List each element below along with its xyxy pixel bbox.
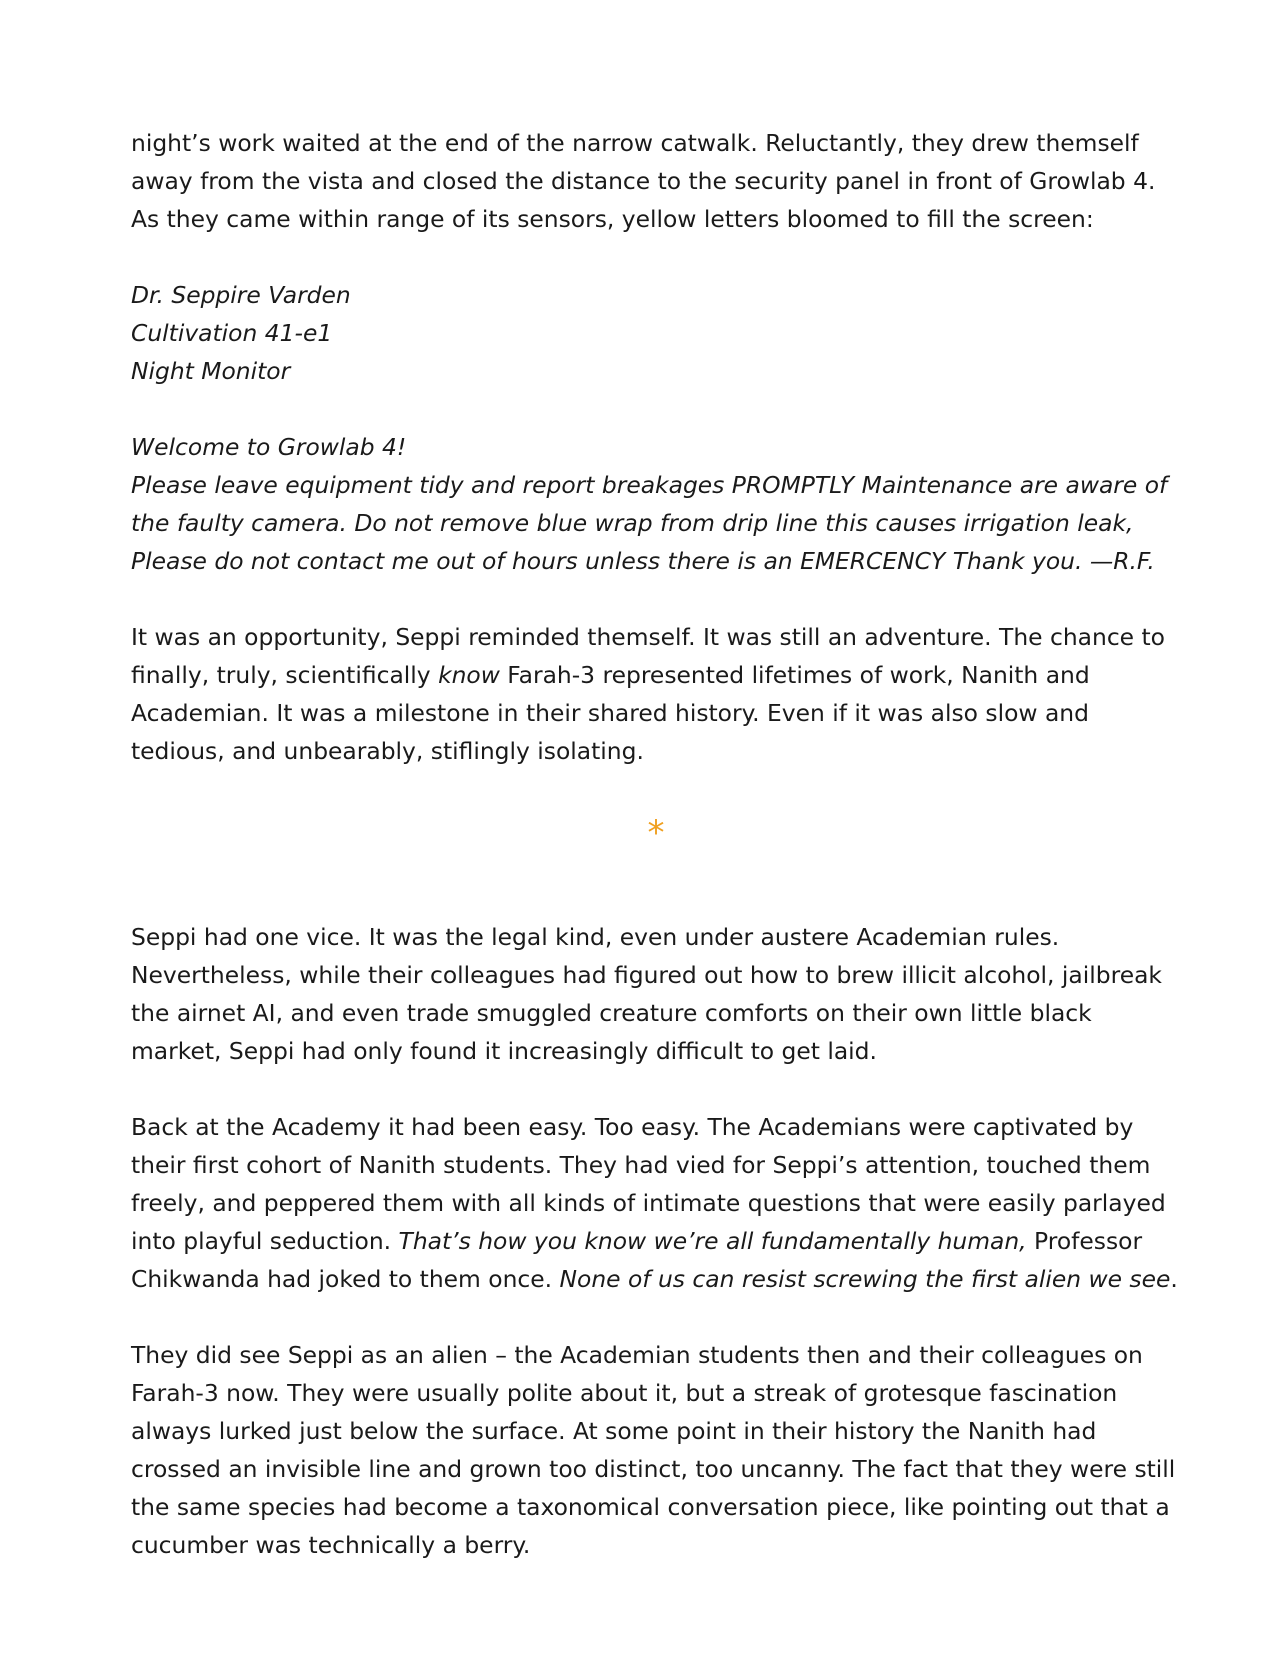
vice-paragraph: [131, 918, 1181, 1070]
academy-quote2: None of us can resist screwing the first alien we see: [559, 1265, 1171, 1293]
screen-header-role: Night Monitor: [131, 357, 291, 385]
academy-paragraph: [131, 1108, 1181, 1298]
section-separator: *: [647, 813, 665, 853]
screen-notice: Please leave equipment tidy and report breakages PROMPTLY Maintenance are aware of the faulty camera. Do not remove blue wrap from drip line this causes irrigation leak, Please do not contact me out of hours unless there is an EMERCENCY Thank you. —R.F.: [131, 471, 1168, 575]
vice-text: Seppi had one vice. It was the legal kind, even under austere Academian rules. Nevertheless, while their colleagues had figured out how to brew illicit alcohol, jailbreak the airnet AI, and even trade smuggled creature comforts on their own little black market, Seppi had only found it increasingly difficult to get laid.: [131, 923, 1162, 1065]
academy-text-part3: .: [1170, 1265, 1178, 1293]
academy-text-part1: Back at the Academy it had been easy. Too easy. The Academians were captivated by their first cohort of Nanith students. They had vied for Seppi’s attention, touched them freely, and peppered them with all kinds of intimate questions that were easily parlayed into playful seduction.: [131, 1113, 1166, 1255]
opening-paragraph: [131, 124, 1181, 238]
screen-header-cultivation: Cultivation 41-e1: [131, 319, 333, 347]
screen-header: [131, 276, 1181, 390]
academy-quote1: That’s how you know we’re all fundamentally human,: [398, 1227, 1027, 1255]
alien-text: They did see Seppi as an alien – the Academian students then and their colleagues on Farah-3 now. They were usually polite about it, but a streak of grotesque fascination always lurked just below the surface. At some point in their history the Nanith had crossed an invisible line and grown too distinct, too uncanny. The fact that they were still the same species had become a taxonomical conversation piece, like pointing out that a cucumber was technically a berry.: [131, 1341, 1176, 1559]
opening-text: night’s work waited at the end of the narrow catwalk. Reluctantly, they drew themself away from the vista and closed the distance to the security panel in front of Growlab 4. As they came within range of its sensors, yellow letters bloomed to fill the screen:: [131, 129, 1156, 233]
academy-text-part2: Professor Chikwanda had joked to them once.: [131, 1227, 1143, 1293]
document-page: [131, 124, 1181, 1564]
screen-welcome: Welcome to Growlab 4!: [131, 433, 407, 461]
screen-header-name: Dr. Seppire Varden: [131, 281, 351, 309]
emphasis-know: know: [438, 661, 500, 689]
screen-message: [131, 428, 1181, 580]
opportunity-text-start: It was an opportunity, Seppi reminded themself. It was still an adventure. The chance to finally, truly, scientifically: [131, 623, 1165, 689]
alien-paragraph: [131, 1336, 1181, 1564]
opportunity-paragraph: [131, 618, 1181, 770]
opportunity-text-end: Farah-3 represented lifetimes of work, Nanith and Academian. It was a milestone in their shared history. Even if it was also slow and tedious, and unbearably, stiflingly isolating.: [131, 661, 1090, 765]
